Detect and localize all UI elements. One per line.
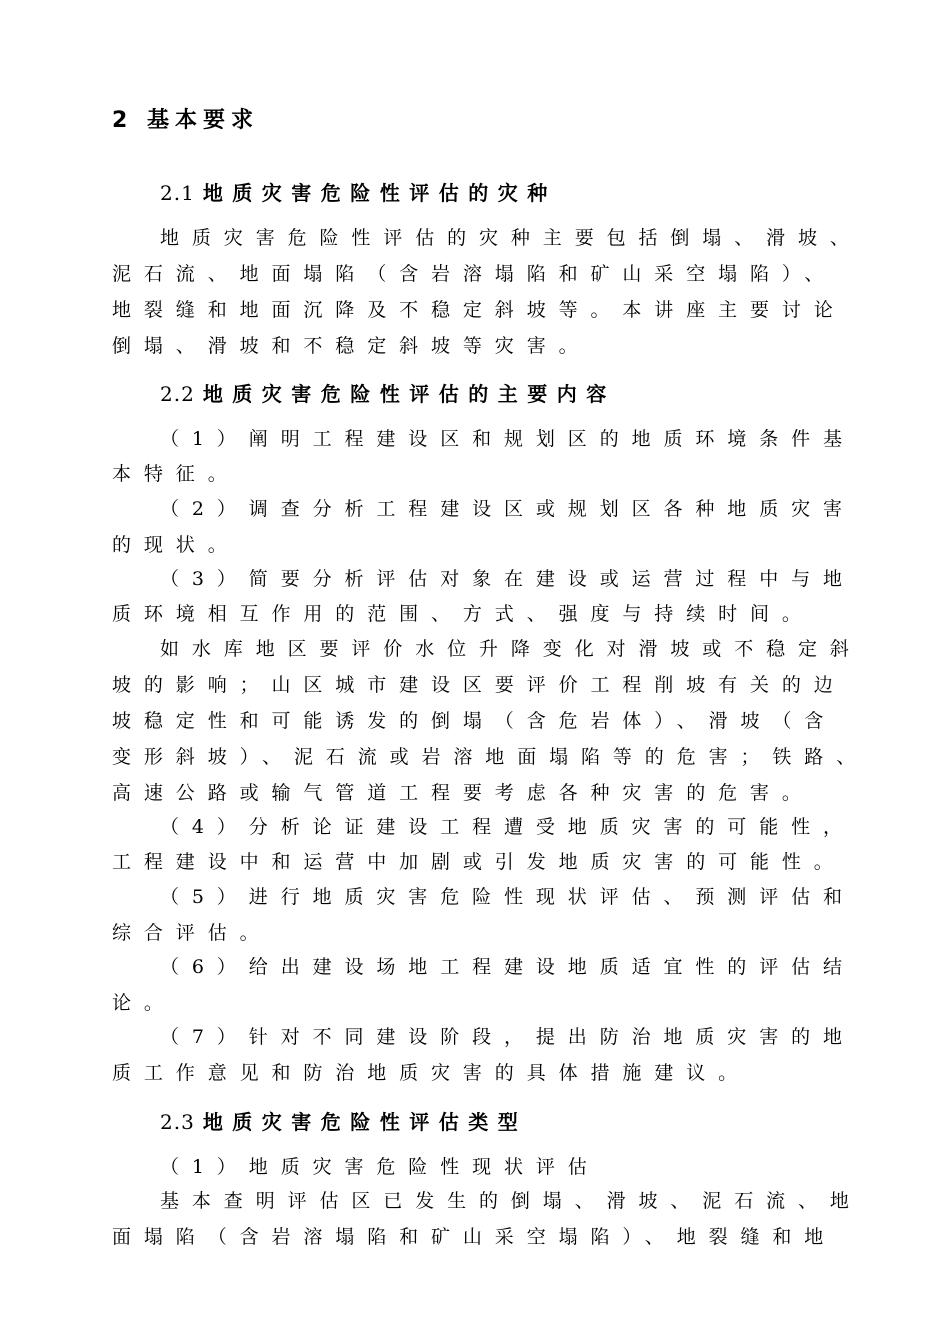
paragraph-line: （1）阐明工程建设区和规划区的地质环境条件基 [160, 428, 855, 450]
paragraph-line: 质工作意见和防治地质灾害的具体措施建议。 [112, 1062, 751, 1084]
section-number: 2.3 [160, 1110, 195, 1134]
paragraph-line: 综合评估。 [112, 922, 272, 944]
paragraph-line: 坡的影响；山区城市建设区要评价工程削坡有关的边 [112, 674, 846, 696]
paragraph-line: 本特征。 [112, 463, 240, 485]
paragraph-line: （2）调查分析工程建设区或规划区各种地质灾害 [160, 498, 855, 520]
paragraph-line: （5）进行地质灾害危险性现状评估、预测评估和 [160, 886, 855, 908]
paragraph-line: 的现状。 [112, 534, 240, 556]
paragraph-line: 论。 [112, 992, 176, 1014]
paragraph-line: 倒塌、滑坡和不稳定斜坡等灾害。 [112, 335, 591, 357]
section-heading-2-2 [160, 378, 616, 407]
paragraph-line: （4）分析论证建设工程遭受地质灾害的可能性， [160, 816, 855, 838]
paragraph-line: 如水库地区要评价水位升降变化对滑坡或不稳定斜 [160, 638, 862, 660]
paragraph-line: （1）地质灾害危险性现状评估 [160, 1156, 600, 1178]
paragraph-line: 泥石流、地面塌陷（含岩溶塌陷和矿山采空塌陷）、 [112, 263, 837, 285]
section-title: 地质灾害危险性评估的主要内容 [202, 382, 616, 406]
section-number: 2.1 [160, 181, 195, 205]
paragraph-line: （3）简要分析评估对象在建设或运营过程中与地 [160, 568, 855, 590]
section-heading-2-1 [160, 177, 557, 206]
section-heading-2-3 [160, 1106, 527, 1135]
section-title: 地质灾害危险性评估的灾种 [202, 181, 557, 205]
paragraph-line: 变形斜坡）、泥石流或岩溶地面塌陷等的危害；铁路、 [112, 746, 869, 768]
paragraph-line: 质环境相互作用的范围、方式、强度与持续时间。 [112, 603, 814, 625]
paragraph-line: 高速公路或输气管道工程要考虑各种灾害的危害。 [112, 782, 814, 804]
paragraph-line: （6）给出建设场地工程建设地质适宜性的评估结 [160, 956, 855, 978]
paragraph-line: 地质灾害危险性评估的灾种主要包括倒塌、滑坡、 [160, 227, 862, 249]
section-number: 2.2 [160, 382, 195, 406]
paragraph-line: 面塌陷（含岩溶塌陷和矿山采空塌陷）、地裂缝和地 [112, 1226, 837, 1248]
paragraph-line: 坡稳定性和可能诱发的倒塌（含危岩体）、滑坡（含 [112, 710, 837, 732]
paragraph-line: 基本查明评估区已发生的倒塌、滑坡、泥石流、地 [160, 1190, 862, 1212]
section-title: 地质灾害危险性评估类型 [202, 1110, 528, 1134]
paragraph-line: 工程建设中和运营中加剧或引发地质灾害的可能性。 [112, 851, 846, 873]
paragraph-line: （7）针对不同建设阶段，提出防治地质灾害的地 [160, 1026, 855, 1048]
chapter-heading: 2 基本要求 [112, 108, 259, 133]
paragraph-line: 地裂缝和地面沉降及不稳定斜坡等。本讲座主要讨论 [112, 299, 846, 321]
